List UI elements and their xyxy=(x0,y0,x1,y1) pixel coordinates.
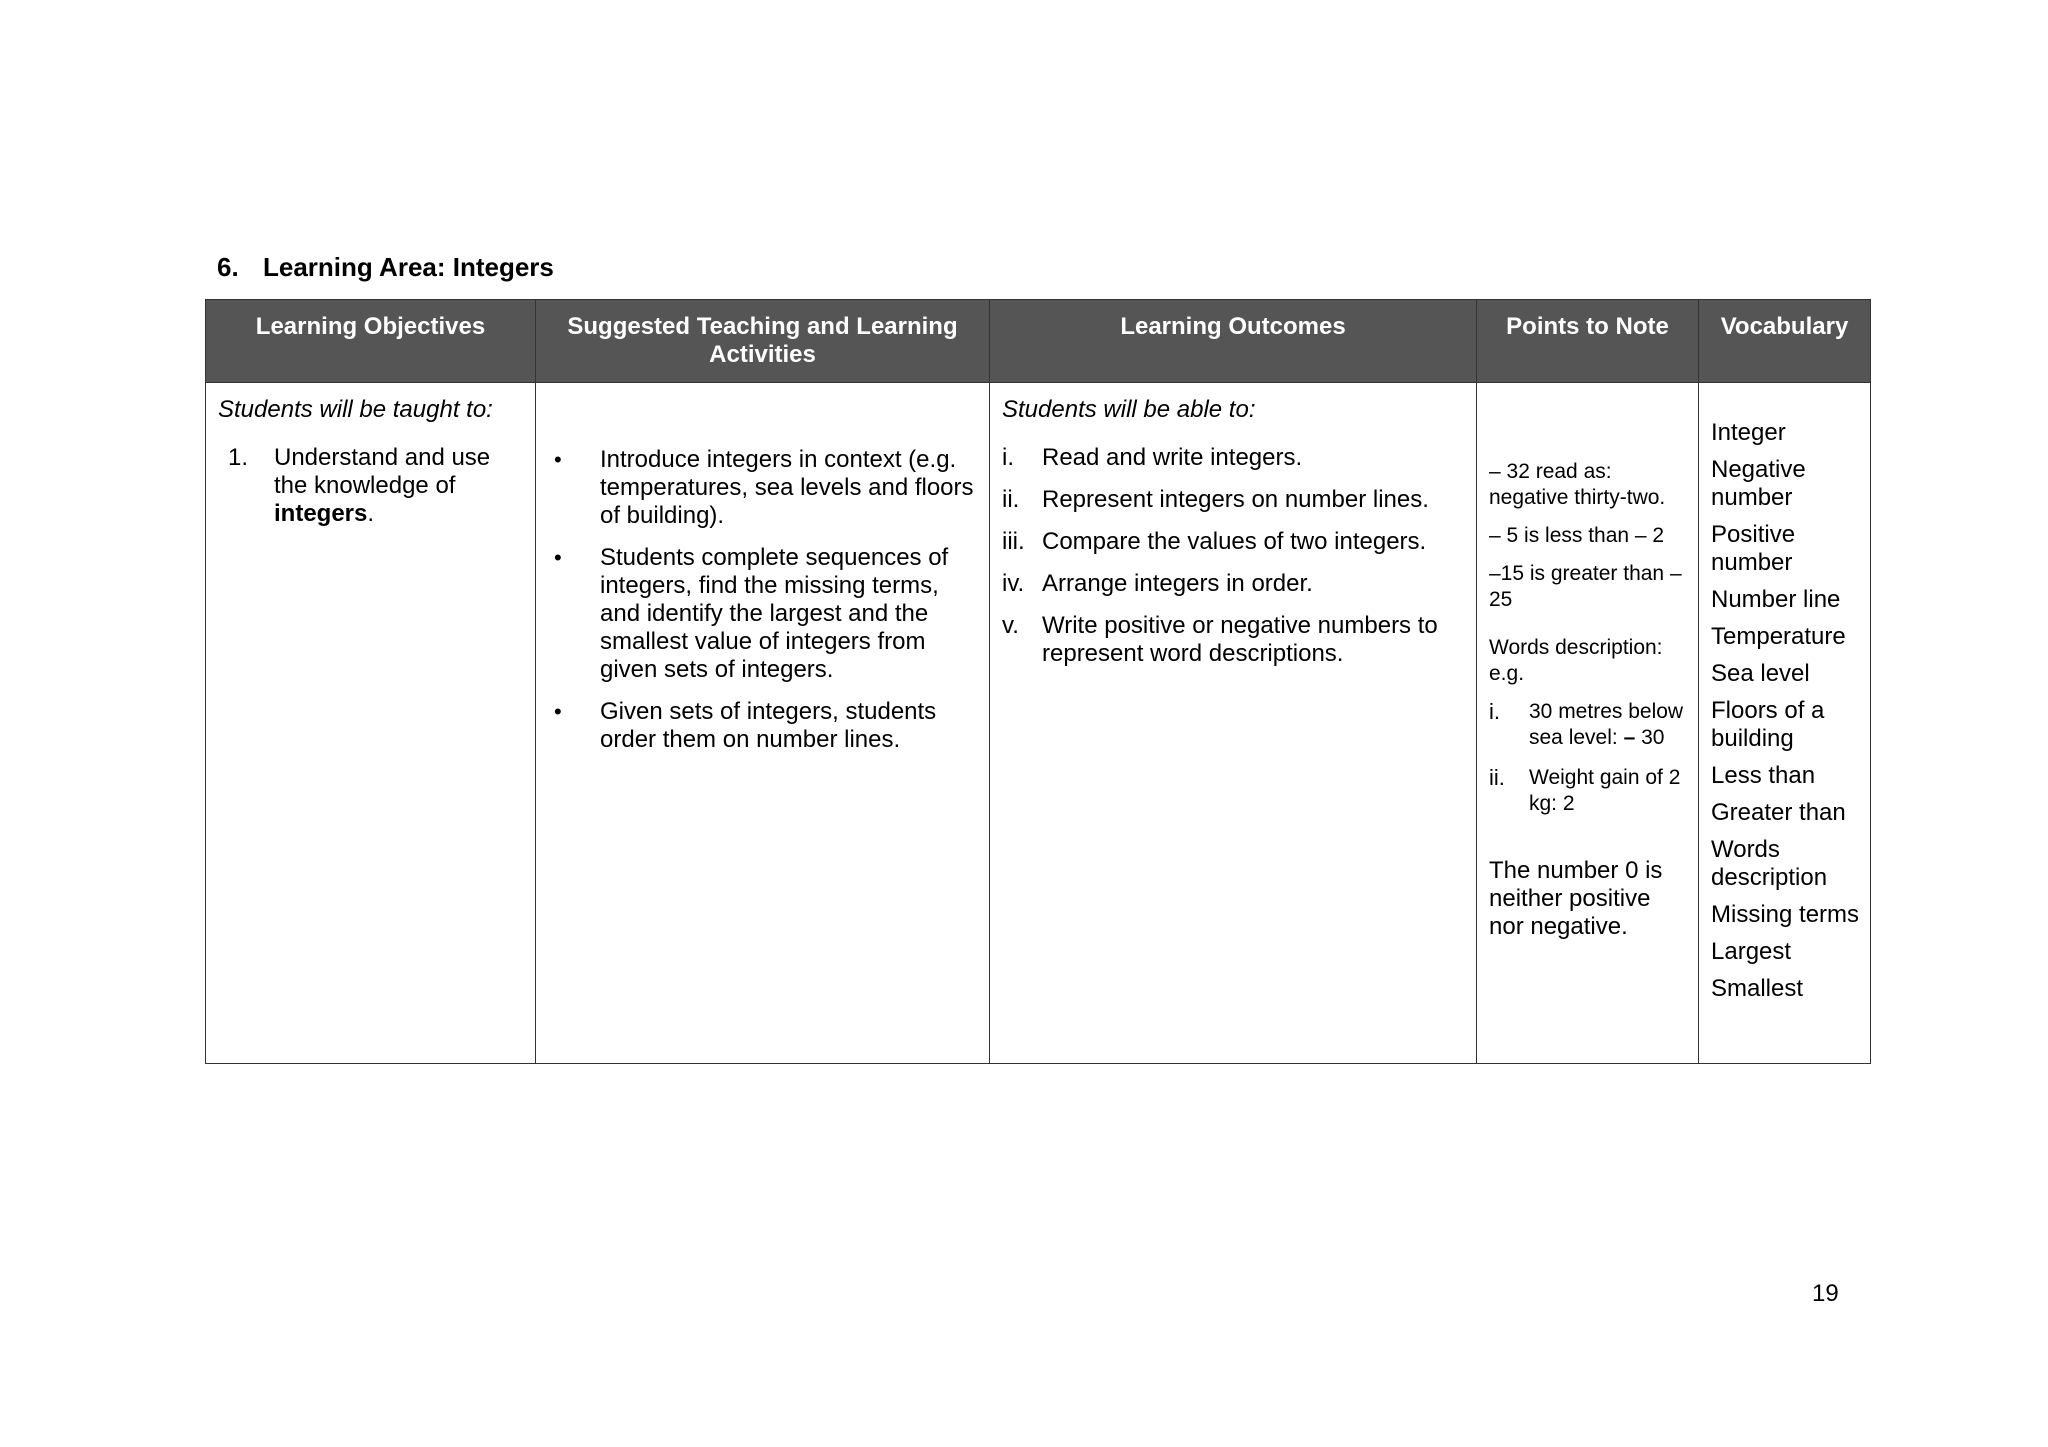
outcome-item xyxy=(1002,486,1464,514)
objective-text: Understand and use the knowledge of integers. xyxy=(274,444,491,527)
outcome-marker: iii. xyxy=(1002,528,1025,555)
outcome-marker: iv. xyxy=(1002,570,1025,597)
table-header-row xyxy=(206,300,1871,383)
bullet-icon: • xyxy=(554,545,562,570)
list-item: Temperature xyxy=(1711,623,1846,650)
outcome-item xyxy=(1002,444,1464,472)
list-item: Less than xyxy=(1711,762,1816,789)
list-item: Words description xyxy=(1711,836,1828,891)
list-item: Largest xyxy=(1711,938,1792,965)
list-item: Smallest xyxy=(1711,975,1804,1002)
outcome-marker: i. xyxy=(1002,444,1014,471)
activity-text: Introduce integers in context (e.g. temperatures, sea levels and floors of building). xyxy=(600,446,974,529)
list-item: Sea level xyxy=(1711,660,1810,687)
section-title: Learning Area: Integers xyxy=(263,252,554,282)
list-item: Floors of a building xyxy=(1711,697,1825,752)
header-points-to-note: Points to Note xyxy=(1477,300,1699,383)
page-number: 19 xyxy=(1812,1280,1839,1307)
list-item: Missing terms xyxy=(1711,901,1860,928)
header-learning-outcomes: Learning Outcomes xyxy=(990,300,1477,383)
objective-number: 1. xyxy=(228,444,249,471)
example-marker: i. xyxy=(1489,699,1500,724)
outcome-text: Represent integers on number lines. xyxy=(1042,486,1429,513)
activities-cell xyxy=(536,383,990,1064)
bullet-icon: • xyxy=(554,447,562,472)
point-example xyxy=(1489,765,1688,817)
outcome-item xyxy=(1002,570,1464,598)
activity-item xyxy=(548,544,977,684)
outcome-item xyxy=(1002,528,1464,556)
outcome-text: Read and write integers. xyxy=(1042,444,1303,471)
point-negative-reading: – 32 read as: negative thirty-two. xyxy=(1489,460,1666,509)
activity-text: Students complete sequences of integers, find the missing terms, and identify the largest and the smallest value of integers from given sets of integers. xyxy=(600,544,949,683)
outcome-marker: ii. xyxy=(1002,486,1020,513)
outcome-item xyxy=(1002,612,1464,668)
section-heading xyxy=(217,252,554,283)
example-text: Weight gain of 2 kg: 2 xyxy=(1529,766,1681,815)
objective-item xyxy=(218,444,523,528)
header-learning-objectives: Learning Objectives xyxy=(206,300,536,383)
objectives-intro: Students will be taught to: xyxy=(218,396,493,423)
list-item: Greater than xyxy=(1711,799,1846,826)
activity-text: Given sets of integers, students order them on number lines. xyxy=(600,698,937,753)
syllabus-table xyxy=(205,299,1871,1064)
point-zero-note: The number 0 is neither positive nor negative. xyxy=(1489,857,1663,940)
activity-item xyxy=(548,446,977,530)
objective-keyword: integers xyxy=(274,500,368,527)
outcomes-intro: Students will be able to: xyxy=(1002,396,1256,423)
bullet-icon: • xyxy=(554,699,562,724)
vocabulary-list xyxy=(1699,383,1870,1003)
point-example xyxy=(1489,699,1688,751)
list-item: Integer xyxy=(1711,419,1786,446)
outcome-text: Compare the values of two integers. xyxy=(1042,528,1427,555)
example-marker: ii. xyxy=(1489,765,1505,790)
points-cell xyxy=(1477,383,1699,1064)
point-greater-than: –15 is greater than –25 xyxy=(1489,562,1682,611)
table-row xyxy=(206,383,1871,1064)
outcome-marker: v. xyxy=(1002,612,1019,639)
list-item: Negative number xyxy=(1711,456,1806,511)
activity-item xyxy=(548,698,977,754)
point-less-than: – 5 is less than – 2 xyxy=(1489,524,1665,547)
outcome-text: Write positive or negative numbers to represent word descriptions. xyxy=(1042,612,1438,667)
outcome-text: Arrange integers in order. xyxy=(1042,570,1313,597)
example-text: 30 metres below sea level: – 30 xyxy=(1529,700,1684,749)
header-vocabulary: Vocabulary xyxy=(1699,300,1871,383)
objectives-cell xyxy=(206,383,536,1064)
vocabulary-cell xyxy=(1699,383,1871,1064)
header-teaching-activities: Suggested Teaching and Learning Activities xyxy=(536,300,990,383)
outcomes-cell xyxy=(990,383,1477,1064)
section-number: 6. xyxy=(217,252,239,282)
point-words-heading: Words description: e.g. xyxy=(1489,636,1663,685)
list-item: Positive number xyxy=(1711,521,1796,576)
list-item: Number line xyxy=(1711,586,1841,613)
